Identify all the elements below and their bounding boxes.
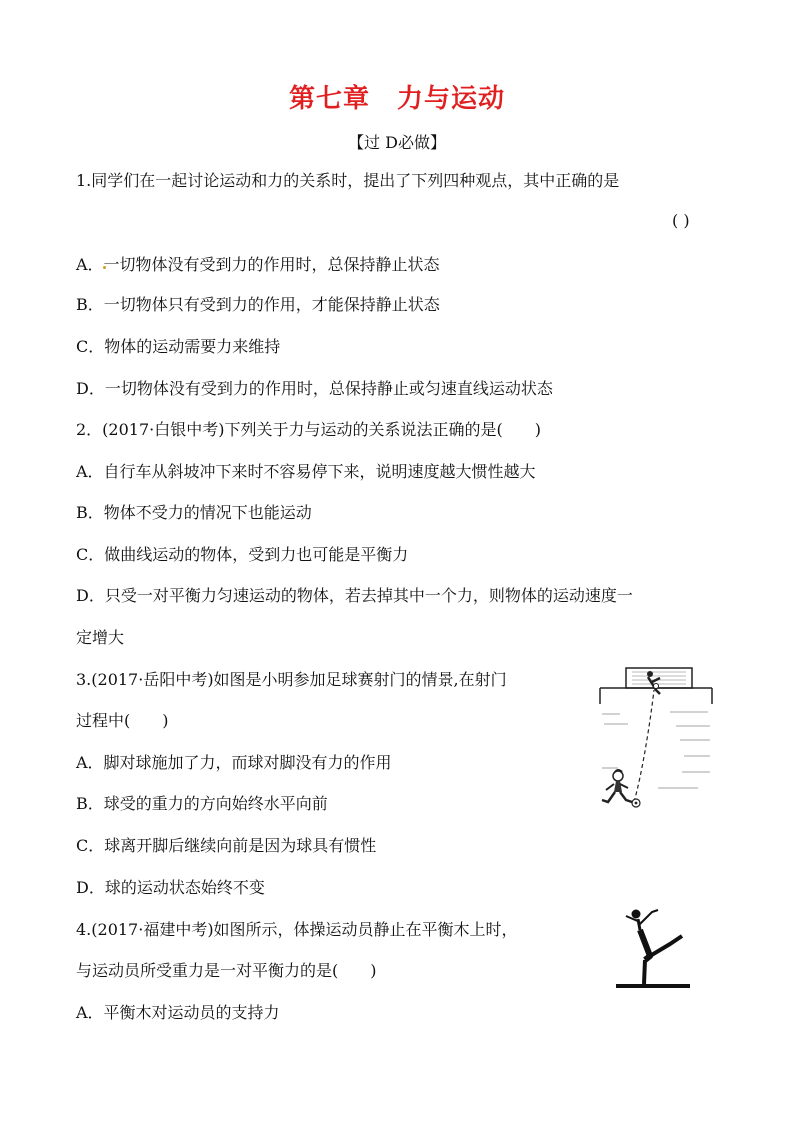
question-1-option-c: C．物体的运动需要力来维持 [76,337,281,356]
section-subtitle: 【过 D必做】 [348,133,446,152]
question-4-stem-line-1: 4.(2017·福建中考)如图所示，体操运动员静止在平衡木上时， [76,920,518,939]
question-1-answer-blank: ( ) [672,211,690,230]
question-1-option-b: B．一切物体只有受到力的作用，才能保持静止状态 [76,295,440,314]
question-3-stem-line-1: 3.(2017·岳阳中考)如图是小明参加足球赛射门的情景,在射门 [76,670,507,689]
question-1-stem: 1.同学们在一起讨论运动和力的关系时，提出了下列四种观点，其中正确的是 [76,171,620,190]
question-2-option-b: B．物体不受力的情况下也能运动 [76,503,312,522]
gymnast-balance-beam-figure [614,906,694,992]
question-3-option-a: A．脚对球施加了力，而球对脚没有力的作用 [76,753,392,772]
question-2-option-d-continued: 定增大 [76,628,125,647]
question-2-option-a: A．自行车从斜坡冲下来时不容易停下来，说明速度越大惯性越大 [76,462,536,481]
question-3-option-b: B．球受的重力的方向始终水平向前 [76,794,328,813]
question-3-stem-line-2: 过程中( ) [76,711,169,730]
chapter-title: 第七章 力与运动 [288,84,505,114]
soccer-shot-figure [598,664,714,814]
question-2-option-d: D．只受一对平衡力匀速运动的物体，若去掉其中一个力，则物体的运动速度一 [76,586,633,605]
question-1-option-d: D．一切物体没有受到力的作用时，总保持静止或匀速直线运动状态 [76,379,553,398]
question-3-option-c: C．球离开脚后继续向前是因为球具有惯性 [76,836,377,855]
question-4-option-a: A．平衡木对运动员的支持力 [76,1003,280,1022]
question-3-option-d: D．球的运动状态始终不变 [76,878,265,897]
question-4-stem-line-2: 与运动员所受重力是一对平衡力的是( ) [76,961,377,980]
question-2-stem: 2．(2017·白银中考)下列关于力与运动的关系说法正确的是( ) [76,420,541,439]
question-2-option-c: C．做曲线运动的物体，受到力也可能是平衡力 [76,545,409,564]
question-1-option-a: A．一切物体没有受到力的作用时，总保持静止状态 [76,255,440,274]
